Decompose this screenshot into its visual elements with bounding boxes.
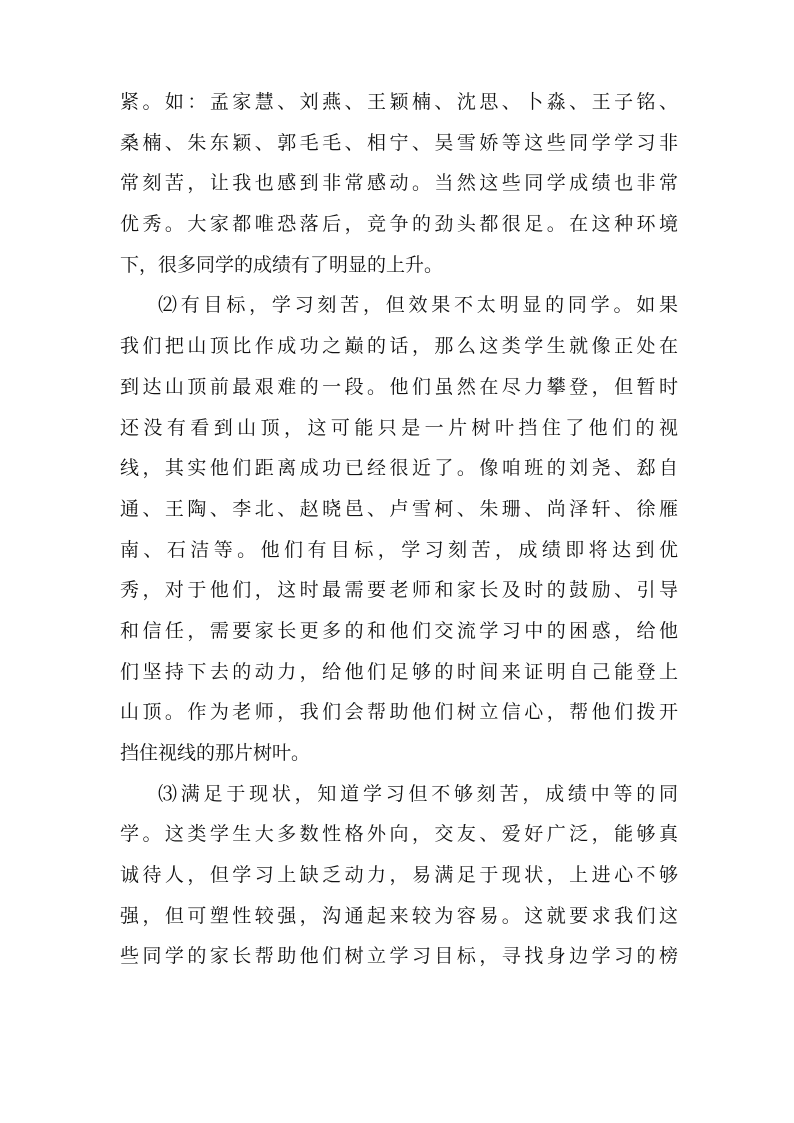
paragraph-2 [120,285,678,773]
text-line: ⑶满足于现状，知道学习但不够刻苦，成绩中等的同 [158,782,678,805]
text-line: 我们把山顶比作成功之巅的话，那么这类学生就像正处在 [120,335,678,358]
text-line: 和信任，需要家长更多的和他们交流学习中的困惑，给他 [120,619,678,642]
text-line: 到达山顶前最艰难的一段。他们虽然在尽力攀登，但暂时 [120,375,678,398]
text-line: 紧。如：孟家慧、刘燕、王颖楠、沈思、卜淼、王子铭、 [120,91,678,113]
text-line: 诚待人，但学习上缺乏动力，易满足于现状，上进心不够 [120,864,678,887]
text-line: 挡住视线的那片树叶。 [120,742,311,764]
text-line: 们坚持下去的动力，给他们足够的时间来证明自己能登上 [120,660,678,683]
text-line: 学。这类学生大多数性格外向，交友、爱好广泛，能够真 [120,823,678,846]
text-line: 桑楠、朱东颖、郭毛毛、相宁、吴雪娇等这些同学学习非 [120,131,678,154]
text-line: 强，但可塑性较强，沟通起来较为容易。这就要求我们这 [120,904,678,927]
text-line: ⑵有目标，学习刻苦，但效果不太明显的同学。如果 [158,294,678,317]
text-line: 常刻苦，让我也感到非常感动。当然这些同学成绩也非常 [120,172,678,195]
paragraph-1 [120,82,678,285]
text-line: 山顶。作为老师，我们会帮助他们树立信心，帮他们拨开 [120,701,678,724]
text-line: 还没有看到山顶，这可能只是一片树叶挡住了他们的视 [120,416,678,439]
text-line: 些同学的家长帮助他们树立学习目标，寻找身边学习的榜 [120,945,678,968]
document-page [120,82,678,977]
paragraph-3 [120,774,678,977]
text-line: 南、石洁等。他们有目标，学习刻苦，成绩即将达到优 [120,538,678,561]
text-line: 下，很多同学的成绩有了明显的上升。 [120,253,444,276]
text-line: 线，其实他们距离成功已经很近了。像咱班的刘尧、郄自 [120,457,678,480]
text-line: 优秀。大家都唯恐落后，竞争的劲头都很足。在这种环境 [120,213,678,236]
text-line: 通、王陶、李北、赵晓邑、卢雪柯、朱珊、尚泽轩、徐雁 [120,497,678,520]
text-line: 秀，对于他们，这时最需要老师和家长及时的鼓励、引导 [120,579,678,602]
